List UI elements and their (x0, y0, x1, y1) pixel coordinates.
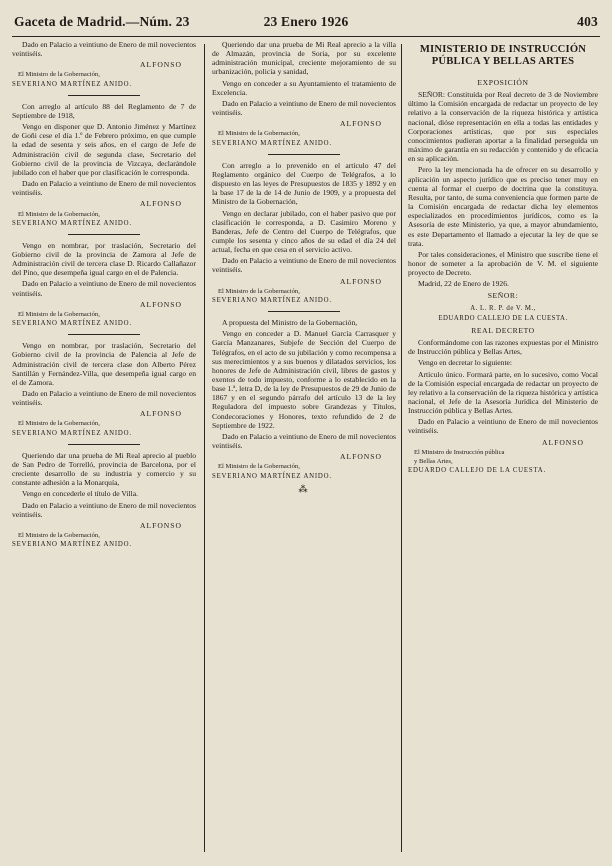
royal-signature: ALFONSO (139, 409, 182, 419)
paragraph: Queriendo dar una prueba de Mi Real aprecio al pueblo de San Pedro de Torrelló, provincia de Barcelona, por el creciente desarrollo de su industria y comercio y su constante adhesión a la Monarquía, (12, 450, 196, 488)
minister-name: SEVERIANO MARTÍNEZ ANIDO. (12, 429, 132, 437)
paragraph: Vengo en decretar lo siguiente: (418, 358, 513, 368)
separator (68, 234, 140, 235)
header-rule (12, 36, 600, 37)
paragraph: Queriendo dar una prueba de Mi Real aprecio a la villa de Almazán, provincia de Soria, por su excelente administración municipal, creciente mejoramiento de su urbanización, policía y sanidad, (212, 40, 396, 77)
column-rule-1 (204, 44, 205, 852)
paragraph: Madrid, 22 de Enero de 1926. (418, 279, 509, 289)
royal-signature: ALFONSO (139, 60, 182, 70)
ministry-title: MINISTERIO DE INSTRUCCIÓN PÚBLICA Y BELLAS ARTES (419, 44, 587, 67)
minister-title: El Ministro de la Gobernación, (18, 210, 100, 218)
royal-signature: ALFONSO (139, 299, 182, 309)
column-rule-2 (401, 44, 402, 852)
section-heading: EXPOSICIÓN (477, 78, 529, 87)
minister-name: EDUARDO CALLEJO DE LA CUESTA. (408, 467, 547, 475)
paragraph: Dado en Palacio a veintiuno de Enero de mil novecientos veintiséis. (12, 389, 196, 408)
paragraph: Por tales consideraciones, el Ministro que suscribe tiene el honor de someter a la aprobación de V. M. el siguiente proyecto de Decreto. (408, 249, 598, 278)
paragraph: Dado en Palacio a veintiuno de Enero de mil novecientos veintiséis. (212, 98, 396, 118)
royal-signature: ALFONSO (339, 452, 382, 462)
ornament-divider: ⁂ (298, 483, 310, 494)
column-right (408, 40, 598, 850)
separator (68, 95, 140, 96)
royal-signature: ALFONSO (139, 520, 182, 530)
page-header (14, 14, 598, 34)
paragraph: Dado en Palacio a veintiuno de Enero de mil novecientos veintiséis. (12, 179, 196, 198)
paragraph: Vengo en nombrar, por traslación, Secretario del Gobierno civil de la provincia de Zamora al Jefe de Administración civil de tercera clase D. Ricardo Callañazor del Pino, que desempeña igual cargo en el de Palencia. (12, 240, 196, 278)
paragraph: Vengo en conceder a D. Manuel García Carrasquer y García Manzanares, Subjefe de Sección del Cuerpo de Telégrafos, en el acto de su jubilación y como recompensa a sus merecimientos y a sus buenos y dilatados servicios, los honores de Jefe de Administración civil, libres de gastos y exentos de todo impuesto, conforme a lo establecido en la base 1.ª, letra D, de la ley de Presupuestos de 29 de Junio de 1867 y en el segundo párrafo del artículo 13 de la ley Reguladora del impuesto sobre Grandezas y Títulos, Condecoraciones y Honores, texto refundido de 2 de Septiembre de 1922. (212, 329, 396, 430)
paragraph: Dado en Palacio a veintiuno de Enero de mil novecientos veintiséis. (408, 417, 598, 436)
paragraph: Conformándome con las razones expuestas por el Ministro de Instrucción pública y Bellas Artes, (408, 338, 598, 357)
paragraph: Vengo en disponer que D. Antonio Jiménez y Martínez de Goñi cese el día 1.º de Febrero próximo, en que cumple la edad de sesenta y seis años, en el cargo de Jefe de Administración civil de segunda clase, Secretario del Gobierno civil de la provincia de Vizcaya, declarándole jubilado con el haber que por clasificación le corresponda. (12, 122, 196, 177)
paragraph: Dado en Palacio a veintiuno de Enero de mil novecientos veintiséis. (12, 500, 196, 519)
minister-title: y Bellas Artes, (414, 457, 453, 465)
minister-title: El Ministro de la Gobernación, (18, 71, 100, 79)
royal-signature: ALFONSO (139, 199, 182, 209)
paragraph: Dado en Palacio a veintiuno de Enero de mil novecientos veintiséis. (12, 279, 196, 298)
paragraph: Dado en Palacio a veintiuno de Enero de mil novecientos veintiséis. (212, 431, 396, 451)
page-number: 403 (577, 14, 598, 29)
paragraph: SEÑOR: Constituída por Real decreto de 3 de Noviembre último la Comisión encargada de redactar un proyecto de ley relativo a la conservación de la riqueza histórica y artística nacional, dióse representación en ella a todas las entidades y Corporaciones artísticas, que por sus especiales conocimientos pudieran aportar a la finalidad perseguida un máximo de garantía en su redacción y contenido y de eficacia en su aplicación. (408, 90, 598, 164)
minister-name: SEVERIANO MARTÍNEZ ANIDO. (12, 219, 132, 227)
minister-name: EDUARDO CALLEJO DE LA CUESTA. (438, 314, 568, 322)
minister-name: SEVERIANO MARTÍNEZ ANIDO. (12, 541, 132, 549)
salutation: SEÑOR: (487, 291, 519, 301)
minister-title: El Ministro de la Gobernación, (218, 287, 300, 295)
minister-title: El Ministro de la Gobernación, (18, 420, 100, 428)
paragraph: Artículo único. Formará parte, en lo sucesivo, como Vocal de la Comisión especial encargada de redactar un proyecto de ley relativo a la conservación de la riqueza histórica y artística nacional, el Jefe de la Asesoría Jurídica del Ministerio de Instrucción pública y Bellas Artes. (408, 369, 598, 416)
gazette-title: Gaceta de Madrid.—Núm. 23 (14, 14, 190, 29)
section-heading: REAL DECRETO (471, 325, 535, 335)
paragraph: Pero la ley mencionada ha de ofrecer en su desarrollo y aplicación un aspecto jurídico que es preciso tener muy en cuenta al formar el cuerpo de doctrina que la constituya. Resulta, por tanto, de suma conveniencia que formen parte de la Comisión encargada de redactar dicha ley elementos especializados en procedimientos jurídicos, como es la Asesoría de este Ministerio, ya que, a mayor abundamiento, es este Departamento el llamado a ejecutar la ley de que se trata. (408, 165, 598, 248)
minister-title: El Ministro de la Gobernación, (18, 532, 100, 540)
paragraph: Vengo en concederle el título de Villa. (22, 489, 139, 499)
minister-title: El Ministro de Instrucción pública (414, 448, 505, 456)
issue-date: 23 Enero 1926 (263, 14, 349, 29)
paragraph: Vengo en conceder a su Ayuntamiento el tratamiento de Excelencia. (212, 78, 396, 97)
paragraph: Vengo en declarar jubilado, con el haber pasivo que por clasificación le corresponda, a D. Casimiro Moreno y Banderas, Jefe de Centro del Cuerpo de Telégrafos, que cumple los sesenta y cinco años de su edad el día 24 del actual, fecha en que cesa en el servicio activo. (212, 208, 396, 255)
minister-name: SEVERIANO MARTÍNEZ ANIDO. (12, 320, 132, 328)
royal-signature: ALFONSO (541, 437, 584, 447)
paragraph: Con arreglo al artículo 88 del Reglamento de 7 de Septiembre de 1918, (12, 101, 196, 120)
paragraph: Dado en Palacio a veintiuno de Enero de mil novecientos veintiséis. (212, 256, 396, 275)
minister-name: SEVERIANO MARTÍNEZ ANIDO. (212, 472, 332, 480)
minister-title: El Ministro de la Gobernación, (218, 130, 300, 138)
minister-title: El Ministro de la Gobernación, (18, 310, 100, 318)
minister-name: SEVERIANO MARTÍNEZ ANIDO. (212, 139, 332, 147)
separator (268, 154, 340, 155)
paragraph: A propuesta del Ministro de la Gobernación, (222, 318, 358, 328)
paragraph: Dado en Palacio a veintiuno de Enero de mil novecientos veintiséis. (12, 40, 196, 59)
royal-signature: ALFONSO (339, 119, 382, 129)
paragraph: Vengo en nombrar, por traslación, Secretario del Gobierno civil de la provincia de Palencia al Jefe de Administración civil de tercera clase don Alberto Pérez Santillán y Fernández-Villa, que desempeña igual cargo en el de Zamora. (12, 341, 196, 387)
column-middle (212, 40, 396, 850)
column-left (12, 40, 196, 850)
separator (68, 444, 140, 445)
minister-name: SEVERIANO MARTÍNEZ ANIDO. (12, 80, 132, 88)
separator (268, 311, 340, 312)
minister-title: El Ministro de la Gobernación, (218, 463, 300, 471)
paragraph: Con arreglo a lo prevenido en el artículo 47 del Reglamento orgánico del Cuerpo de Telégrafos, a lo dispuesto en las leyes de Presupuestos de 1835 y 1892 y en la base 17 de la de 14 de Junio de 1909, y a propuesta del Ministro de la Gobernación, (212, 160, 396, 207)
royal-signature: ALFONSO (339, 276, 382, 286)
minister-name: SEVERIANO MARTÍNEZ ANIDO. (212, 296, 332, 304)
closing-formula: A. L. R. P. de V. M., (470, 304, 536, 312)
separator (68, 334, 140, 335)
